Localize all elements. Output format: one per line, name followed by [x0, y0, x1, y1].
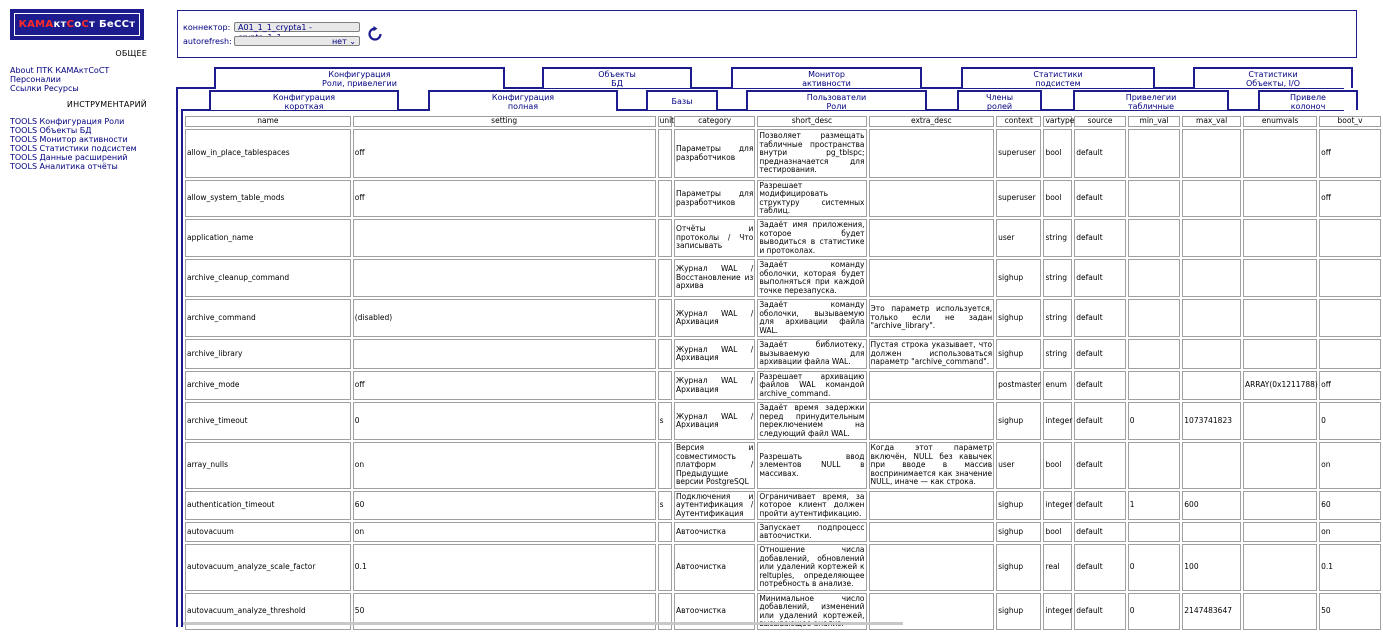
- cell-extra-desc: [869, 522, 995, 542]
- cell-extra-desc: [869, 180, 995, 217]
- general-section-title: ОБЩЕЕ: [115, 49, 147, 58]
- link-tools-analytics-reports[interactable]: TOOLS Аналитика отчёты: [10, 162, 118, 171]
- cell-context: sighup: [996, 299, 1041, 337]
- table-row: [185, 522, 1381, 542]
- cell-unit: [658, 442, 672, 489]
- cell-min-val: [1128, 180, 1181, 217]
- cell-unit: [658, 129, 672, 178]
- cell-unit: s: [658, 402, 672, 440]
- cell-max-val: [1182, 219, 1241, 257]
- cell-vartype: real: [1043, 544, 1072, 591]
- cell-boot-val: off: [1319, 129, 1381, 178]
- cell-name: archive_cleanup_command: [185, 259, 351, 297]
- cell-setting: [353, 219, 656, 257]
- cell-min-val: 0: [1128, 544, 1181, 591]
- cell-context: sighup: [996, 402, 1041, 440]
- cell-min-val: [1128, 442, 1181, 489]
- cell-context: sighup: [996, 339, 1041, 369]
- subtab-config-full[interactable]: Конфигурация полная: [428, 90, 618, 111]
- cell-unit: [658, 219, 672, 257]
- cell-short-desc: Разрешает модифицировать структуру системных таблиц.: [759, 180, 865, 215]
- cell-boot-val: on: [1319, 522, 1381, 542]
- cell-max-val: [1182, 339, 1241, 369]
- cell-context: postmaster: [996, 371, 1041, 400]
- tools-links: [10, 117, 137, 171]
- cell-short-desc: Минимальное число добавлений, изменений или удалений кортежей,: [757, 593, 866, 630]
- cell-setting: 50: [353, 593, 656, 630]
- cell-unit: [658, 522, 672, 542]
- cell-name: autovacuum_analyze_threshold: [185, 593, 351, 630]
- cell-source: default: [1074, 299, 1125, 337]
- cell-boot-val: on: [1319, 442, 1381, 489]
- cell-name: archive_mode: [185, 371, 351, 400]
- cell-name: application_name: [185, 219, 351, 257]
- subtab-table-privileges[interactable]: Привелегии табличные: [1073, 90, 1229, 110]
- column-header-category[interactable]: category: [674, 116, 755, 127]
- cell-extra-desc: [869, 402, 995, 440]
- cell-vartype: string: [1043, 339, 1072, 369]
- link-tools-activity-monitor[interactable]: TOOLS Монитор активности: [10, 135, 128, 144]
- link-tools-extension-data[interactable]: TOOLS Данные расширений: [10, 153, 128, 162]
- cell-boot-val: 0.1: [1319, 544, 1381, 591]
- cell-enumvals: [1243, 339, 1317, 369]
- cell-vartype: string: [1043, 219, 1072, 257]
- cell-source: default: [1074, 544, 1125, 591]
- column-header-source[interactable]: source: [1074, 116, 1125, 127]
- cell-max-val: 1073741823: [1182, 402, 1241, 440]
- cell-min-val: 0: [1128, 402, 1181, 440]
- cell-extra-desc: [869, 219, 995, 257]
- cell-boot-val: [1319, 339, 1381, 369]
- autorefresh-select[interactable]: нет ⌄: [234, 36, 360, 46]
- cell-vartype: integer: [1043, 491, 1072, 520]
- cell-boot-val: [1319, 299, 1381, 337]
- cell-name: array_nulls: [185, 442, 351, 489]
- cell-max-val: [1182, 442, 1241, 489]
- cell-extra-desc: [869, 129, 995, 178]
- column-header-extra-desc[interactable]: extra_desc: [869, 116, 995, 127]
- tab-db-objects[interactable]: Объекты БД: [542, 67, 692, 88]
- cell-short-desc: Задаёт время задержки перед принудительным переключением на следующий файл WAL.: [757, 402, 866, 440]
- cell-min-val: [1128, 129, 1181, 178]
- cell-unit: [658, 180, 672, 217]
- refresh-icon[interactable]: [367, 26, 383, 42]
- cell-vartype: bool: [1043, 129, 1072, 178]
- cell-category: Автоочистка: [674, 522, 755, 542]
- cell-vartype: string: [1043, 259, 1072, 297]
- cell-short-desc: Задаёт имя приложения, которое будет выводиться в статистике и протоколах.: [757, 219, 866, 257]
- column-header-boot-val[interactable]: boot_v: [1319, 116, 1381, 127]
- cell-name: authentication_timeout: [185, 491, 351, 520]
- subtab-databases[interactable]: Базы: [646, 90, 718, 110]
- cell-category: Журнал WAL / Архивация: [674, 339, 755, 369]
- cell-unit: [658, 299, 672, 337]
- cell-setting: on: [353, 522, 656, 542]
- cell-vartype: string: [1043, 299, 1072, 337]
- cell-min-val: 1: [1128, 491, 1181, 520]
- cell-short-desc: Разрешать ввод элементов NULL в массивах.: [757, 442, 866, 489]
- cell-setting: (disabled): [353, 299, 656, 337]
- cell-enumvals: [1243, 442, 1317, 489]
- cell-enumvals: [1243, 299, 1317, 337]
- cell-category: Параметры для разработчиков: [674, 180, 755, 217]
- table-body: [185, 129, 1381, 630]
- link-resources[interactable]: Ссылки Ресурсы: [10, 84, 79, 93]
- cell-extra-desc: [869, 371, 995, 400]
- cell-setting: on: [353, 442, 656, 489]
- tools-section-title: ИНСТРУМЕНТАРИЙ: [66, 100, 147, 109]
- table-row: [185, 339, 1381, 369]
- cell-max-val: [1182, 522, 1241, 542]
- table-header-row: [185, 116, 1381, 127]
- cell-context: user: [996, 219, 1041, 257]
- cell-boot-val: [1319, 259, 1381, 297]
- connector-select[interactable]: A01_1_1_crypta1 -: [234, 22, 360, 32]
- link-tools-db-objects[interactable]: TOOLS Объекты БД: [10, 126, 92, 135]
- autorefresh-label: autorefresh:: [183, 37, 232, 46]
- tab-subsystem-stats[interactable]: Статистики подсистем: [961, 67, 1155, 88]
- cell-unit: [658, 544, 672, 591]
- cell-name: autovacuum: [185, 522, 351, 542]
- cell-setting: off: [353, 371, 656, 400]
- cell-max-val: [1182, 259, 1241, 297]
- cell-max-val: [1182, 129, 1241, 178]
- table-row: [185, 219, 1381, 257]
- connection-panel: [177, 10, 1357, 58]
- table-row: [185, 259, 1381, 297]
- cell-setting: off: [353, 180, 656, 217]
- cell-enumvals: [1243, 180, 1317, 217]
- cell-source: default: [1074, 442, 1125, 489]
- cell-name: archive_command: [185, 299, 351, 337]
- cell-short-desc: Задаёт команду оболочки, которая будет выполняться при каждой точке перезапуска.: [757, 259, 866, 297]
- cell-min-val: [1128, 522, 1181, 542]
- cell-context: sighup: [996, 491, 1041, 520]
- cell-source: default: [1074, 593, 1125, 630]
- column-header-unit[interactable]: unit: [659, 116, 675, 126]
- cell-source: default: [1074, 219, 1125, 257]
- cell-short-desc: Запускает подпроцесс автоочистки.: [759, 522, 865, 540]
- table-row: [185, 491, 1381, 520]
- cell-enumvals: [1243, 219, 1317, 257]
- column-header-max-val[interactable]: max_val: [1182, 116, 1241, 127]
- cell-vartype: integer: [1043, 593, 1072, 630]
- cell-vartype: enum: [1043, 371, 1072, 400]
- link-personalities[interactable]: Персоналии: [10, 75, 61, 84]
- cell-vartype: bool: [1043, 522, 1072, 542]
- cell-min-val: [1128, 371, 1181, 400]
- cell-context: superuser: [996, 180, 1041, 217]
- cell-context: superuser: [996, 129, 1041, 178]
- cell-extra-desc: [869, 491, 995, 520]
- cell-extra-desc: Когда этот параметр включён, NULL без кавычек при вводе в массив воспринимается как значение NULL, иначе — как строка.: [869, 442, 995, 489]
- column-header-short-desc[interactable]: short_desc: [757, 116, 866, 127]
- cell-max-val: [1182, 371, 1241, 400]
- cell-setting: 0: [353, 402, 656, 440]
- cell-short-desc: Задаёт библиотеку, вызываемую для архивации файла WAL.: [757, 339, 866, 369]
- cell-min-val: [1128, 259, 1181, 297]
- cell-setting: [353, 259, 656, 297]
- column-header-enumvals[interactable]: enumvals: [1243, 116, 1317, 127]
- cell-category: Версия и совместимость платформ / Предыдущие версии PostgreSQL: [674, 442, 755, 489]
- column-header-name[interactable]: name: [185, 116, 351, 127]
- table-row: [185, 402, 1381, 440]
- cell-name: archive_library: [185, 339, 351, 369]
- table-row: [185, 544, 1381, 591]
- logo-text: КАМА кт С о С т Бе ССт: [14, 13, 140, 36]
- cell-context: user: [996, 442, 1041, 489]
- cell-unit: [658, 371, 672, 400]
- content-border-left: [176, 87, 178, 627]
- cell-min-val: [1128, 219, 1181, 257]
- cell-boot-val: off: [1319, 371, 1381, 400]
- column-header-min-val[interactable]: min_val: [1128, 116, 1181, 127]
- cell-category: Автоочистка: [674, 593, 755, 630]
- column-header-vartype[interactable]: vartype: [1045, 116, 1075, 126]
- subtab-config-short[interactable]: Конфигурация короткая: [209, 90, 399, 110]
- cell-name: autovacuum_analyze_scale_factor: [185, 544, 351, 591]
- cell-boot-val: 0: [1319, 402, 1381, 440]
- cell-setting: 0.1: [353, 544, 656, 591]
- table-row: [185, 299, 1381, 337]
- cell-category: Автоочистка: [674, 544, 755, 591]
- cell-source: default: [1074, 339, 1125, 369]
- settings-table-container: [183, 114, 1363, 627]
- cell-context: sighup: [996, 259, 1041, 297]
- cell-boot-val: off: [1319, 180, 1381, 217]
- subtab-role-members[interactable]: Члены ролей: [957, 90, 1042, 110]
- cell-category: Отчёты и протоколы / Что записывать: [674, 219, 755, 257]
- cell-category: Параметры для разработчиков: [674, 129, 755, 178]
- table-row: [185, 129, 1381, 178]
- cell-extra-desc: Пустая строка указывает, что должен использоваться параметр "archive_command".: [869, 339, 995, 369]
- cell-max-val: [1182, 299, 1241, 337]
- top-tabs-baseline-left: [176, 87, 214, 89]
- cell-name: allow_system_table_mods: [185, 180, 351, 217]
- table-row: [185, 442, 1381, 489]
- link-tools-subsystem-stats[interactable]: TOOLS Статистики подсистем: [10, 144, 137, 153]
- cell-enumvals: [1243, 491, 1317, 520]
- cell-setting: 60: [353, 491, 656, 520]
- cell-short-desc: Ограничивает время, за которое клиент должен пройти аутентификацию.: [757, 491, 866, 520]
- cell-boot-val: 50: [1319, 593, 1381, 630]
- cell-enumvals: [1243, 402, 1317, 440]
- tab-activity-monitor[interactable]: Монитор активности: [731, 67, 922, 88]
- column-header-setting[interactable]: setting: [353, 116, 656, 127]
- cell-category: Журнал WAL / Восстановление из архива: [674, 259, 755, 297]
- cell-name: allow_in_place_tablespaces: [185, 129, 351, 178]
- cell-min-val: [1128, 299, 1181, 337]
- cell-context: sighup: [996, 593, 1041, 630]
- cell-enumvals: [1243, 593, 1317, 630]
- link-tools-config-roles[interactable]: TOOLS Конфигурация Роли: [10, 117, 125, 126]
- table-row: [185, 180, 1381, 217]
- cell-unit: [658, 339, 672, 369]
- cell-source: default: [1074, 259, 1125, 297]
- cell-max-val: 100: [1182, 544, 1241, 591]
- cell-vartype: bool: [1043, 180, 1072, 217]
- subtab-users-roles[interactable]: Пользователи Роли: [746, 90, 927, 110]
- cell-enumvals: [1243, 259, 1317, 297]
- cell-category: Подключения и аутентификация / Аутентификация: [674, 491, 755, 520]
- cell-enumvals: [1243, 544, 1317, 591]
- cell-category: Журнал WAL / Архивация: [674, 402, 755, 440]
- connector-label: коннектор:: [183, 23, 231, 32]
- cell-vartype: bool: [1043, 442, 1072, 489]
- cell-setting: off: [353, 129, 656, 178]
- app-logo[interactable]: [10, 9, 144, 40]
- cell-source: default: [1074, 129, 1125, 178]
- cell-extra-desc: [869, 259, 995, 297]
- cell-short-desc: Разрешает архивацию файлов WAL командой archive_command.: [757, 371, 866, 400]
- cell-boot-val: [1319, 219, 1381, 257]
- cell-short-desc: Отношение числа добавлений, обновлений или удалений кортежей к reltuples, определяющее потребность в анализе.: [757, 544, 866, 591]
- cell-context: sighup: [996, 544, 1041, 591]
- cell-min-val: [1128, 339, 1181, 369]
- cell-enumvals: [1243, 129, 1317, 178]
- cell-short-desc: Позволяет размещать табличные пространства внутри pg_tblspc; предназначается для тестирования.: [757, 129, 866, 178]
- horizontal-scrollbar[interactable]: [183, 622, 903, 625]
- cell-name: archive_timeout: [185, 402, 351, 440]
- cell-extra-desc: Это параметр используется, только если не задан "archive_library".: [869, 299, 995, 337]
- table-row: [185, 371, 1381, 400]
- cell-max-val: 600: [1182, 491, 1241, 520]
- link-about[interactable]: About ПТК КАМАктСоСТ: [10, 66, 110, 75]
- cell-boot-val: 60: [1319, 491, 1381, 520]
- cell-max-val: [1182, 180, 1241, 217]
- cell-source: default: [1074, 180, 1125, 217]
- settings-table: [183, 114, 1383, 632]
- column-header-context[interactable]: context: [996, 116, 1041, 127]
- tab-config-roles[interactable]: Конфигурация Роли, привелегии: [214, 67, 505, 89]
- cell-source: default: [1074, 522, 1125, 542]
- cell-enumvals: ARRAY(0x1211788): [1243, 371, 1317, 400]
- cell-setting: [353, 339, 656, 369]
- cell-category: Журнал WAL / Архивация: [674, 371, 755, 400]
- cell-min-val: 0: [1128, 593, 1181, 630]
- cell-vartype: integer: [1043, 402, 1072, 440]
- cell-source: default: [1074, 402, 1125, 440]
- cell-enumvals: [1243, 522, 1317, 542]
- cell-category: Журнал WAL / Архивация: [674, 299, 755, 337]
- cell-extra-desc: [869, 544, 995, 591]
- subtab-column-privileges[interactable]: Привеле колоноч: [1258, 90, 1358, 110]
- cell-unit: [658, 259, 672, 297]
- cell-short-desc: Задаёт команду оболочки, вызываемую для архивации файла WAL.: [757, 299, 866, 337]
- cell-max-val: 2147483647: [1182, 593, 1241, 630]
- general-links: [10, 66, 109, 93]
- tab-objects-io-stats[interactable]: Статистики Объекты, I/O: [1193, 67, 1353, 88]
- cell-unit: s: [658, 491, 672, 520]
- cell-source: default: [1074, 371, 1125, 400]
- cell-source: default: [1074, 491, 1125, 520]
- cell-context: sighup: [996, 522, 1041, 542]
